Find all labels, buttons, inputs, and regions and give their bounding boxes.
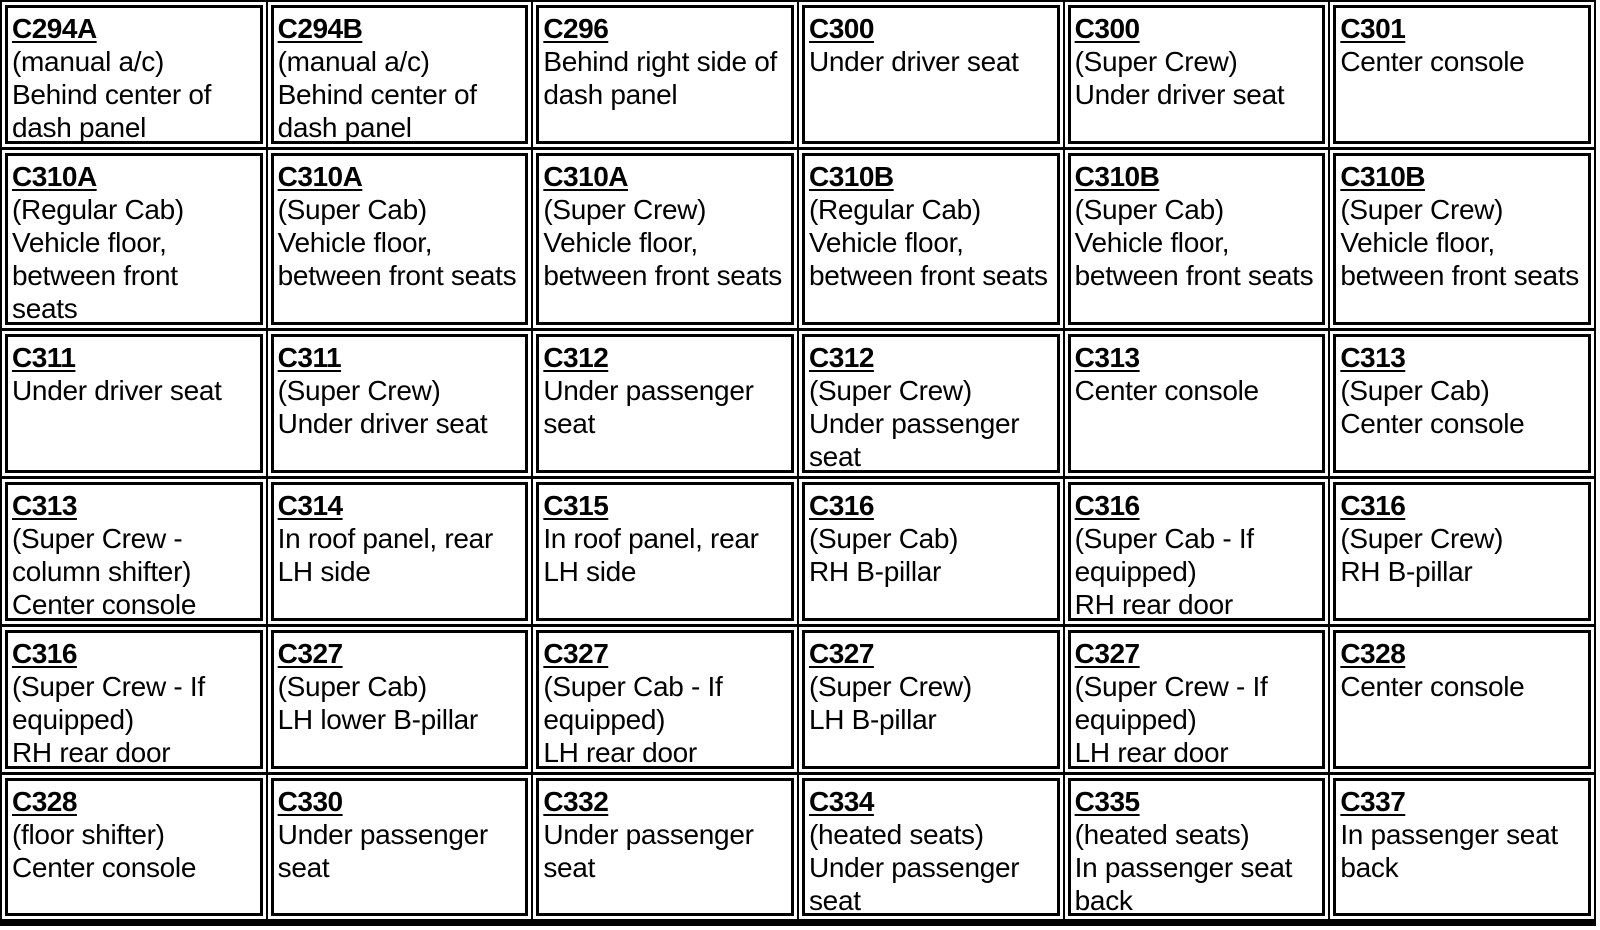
table-cell (268, 150, 532, 328)
connector-location: (heated seats) In passenger seat back (1074, 819, 1293, 916)
table-cell (2, 479, 266, 624)
connector-code: C313 (12, 490, 77, 521)
connector-code: C310B (1074, 161, 1160, 192)
table-cell (1065, 479, 1329, 624)
connector-location: In roof panel, rear LH side (543, 523, 759, 587)
table-cell (1330, 479, 1594, 624)
table-cell (2, 150, 266, 328)
connector-code: C316 (1074, 490, 1140, 521)
table-cell (799, 2, 1063, 147)
connector-location: (Super Crew - If equipped) LH rear door (1074, 671, 1268, 768)
connector-code: C312 (808, 342, 874, 373)
table-cell (2, 775, 266, 919)
connector-location: (Regular Cab) Vehicle floor, between front seats (808, 194, 1048, 291)
connector-code: C330 (277, 786, 343, 817)
connector-location: (Super Cab - If equipped) RH rear door (1074, 523, 1254, 620)
table-cell (2, 2, 266, 147)
connector-location: (manual a/c) Behind center of dash panel (277, 46, 477, 143)
connector-location: (heated seats) Under passenger seat (808, 819, 1020, 916)
table-cell (533, 775, 797, 919)
table-cell (799, 331, 1063, 476)
connector-code: C316 (12, 638, 77, 669)
table-cell (268, 775, 532, 919)
connector-location: Under passenger seat (543, 819, 754, 883)
connector-location: (Super Crew) Vehicle floor, between front seats (543, 194, 782, 291)
connector-code: C310A (12, 161, 97, 192)
connector-location: (Super Cab) LH lower B-pillar (277, 671, 478, 735)
connector-location: Under driver seat (12, 375, 222, 406)
connector-code: C300 (808, 13, 874, 44)
connector-location: Under driver seat (808, 46, 1019, 77)
connector-code: C335 (1074, 786, 1140, 817)
connector-location: (Super Cab - If equipped) LH rear door (543, 671, 723, 768)
connector-code: C332 (543, 786, 609, 817)
connector-code: C296 (543, 13, 609, 44)
table-cell (799, 627, 1063, 772)
table-cell (2, 331, 266, 476)
table-cell (1330, 2, 1594, 147)
table-cell (268, 331, 532, 476)
table-cell (268, 2, 532, 147)
table-cell (533, 2, 797, 147)
table-cell (1330, 627, 1594, 772)
table-cell (1065, 627, 1329, 772)
connector-location: (Regular Cab) Vehicle floor, between front seats (12, 194, 184, 324)
connector-code: C327 (1074, 638, 1140, 669)
table-cell (1330, 775, 1594, 919)
connector-code: C310B (808, 161, 894, 192)
connector-code: C316 (1340, 490, 1406, 521)
connector-code: C301 (1340, 13, 1406, 44)
connector-location: (Super Crew) Under passenger seat (808, 375, 1020, 472)
connector-location: (Super Crew) Under driver seat (277, 375, 488, 439)
connector-location: (manual a/c) Behind center of dash panel (12, 46, 212, 143)
table-cell (1065, 150, 1329, 328)
connector-code: C327 (543, 638, 609, 669)
table-cell (1065, 775, 1329, 919)
connector-code: C327 (808, 638, 874, 669)
connector-code: C314 (277, 490, 343, 521)
connector-code: C313 (1340, 342, 1406, 373)
connector-code: C294A (12, 13, 97, 44)
connector-location: (Super Cab) Vehicle floor, between front seats (1074, 194, 1314, 291)
connector-location: (Super Crew - column shifter) Center console (12, 523, 197, 620)
connector-code: C327 (277, 638, 343, 669)
connector-location: (Super Crew - If equipped) RH rear door (12, 671, 205, 768)
connector-code: C334 (808, 786, 874, 817)
table-cell (533, 479, 797, 624)
connector-code: C316 (808, 490, 874, 521)
connector-location: In passenger seat back (1340, 819, 1558, 883)
connector-location: (Super Crew) LH B-pillar (808, 671, 972, 735)
connector-code: C310A (277, 161, 363, 192)
table-cell (799, 479, 1063, 624)
connector-location: (Super Cab) Vehicle floor, between front seats (277, 194, 517, 291)
connector-location: (floor shifter) Center console (12, 819, 197, 883)
connector-code: C337 (1340, 786, 1406, 817)
connector-code: C310B (1340, 161, 1425, 192)
connector-location: (Super Crew) Vehicle floor, between front seats (1340, 194, 1579, 291)
connector-location: In roof panel, rear LH side (277, 523, 493, 587)
connector-code: C328 (12, 786, 77, 817)
table-cell (1330, 331, 1594, 476)
table-cell (268, 627, 532, 772)
connector-location: (Super Crew) RH B-pillar (1340, 523, 1504, 587)
table-cell (268, 479, 532, 624)
connector-location: Center console (1074, 375, 1259, 406)
connector-location: (Super Cab) Center console (1340, 375, 1525, 439)
connector-code: C311 (277, 342, 342, 373)
connector-location: Under passenger seat (543, 375, 754, 439)
table-cell (533, 627, 797, 772)
connector-code: C300 (1074, 13, 1140, 44)
table-cell (533, 331, 797, 476)
table-cell (533, 150, 797, 328)
connector-location: Behind right side of dash panel (543, 46, 778, 110)
connector-location: (Super Cab) RH B-pillar (808, 523, 959, 587)
connector-code: C312 (543, 342, 609, 373)
table-cell (1065, 331, 1329, 476)
connector-location: Center console (1340, 671, 1525, 702)
connector-code: C328 (1340, 638, 1406, 669)
table-cell (1330, 150, 1594, 328)
table-cell (799, 775, 1063, 919)
table-cell (2, 627, 266, 772)
connector-code: C311 (12, 342, 76, 373)
connector-location: (Super Crew) Under driver seat (1074, 46, 1285, 110)
connector-code: C313 (1074, 342, 1140, 373)
connector-location: Center console (1340, 46, 1525, 77)
connector-code: C294B (277, 13, 363, 44)
table-cell (799, 150, 1063, 328)
connector-code: C315 (543, 490, 609, 521)
table-cell (1065, 2, 1329, 147)
connector-code: C310A (543, 161, 628, 192)
connector-location: Under passenger seat (277, 819, 488, 883)
